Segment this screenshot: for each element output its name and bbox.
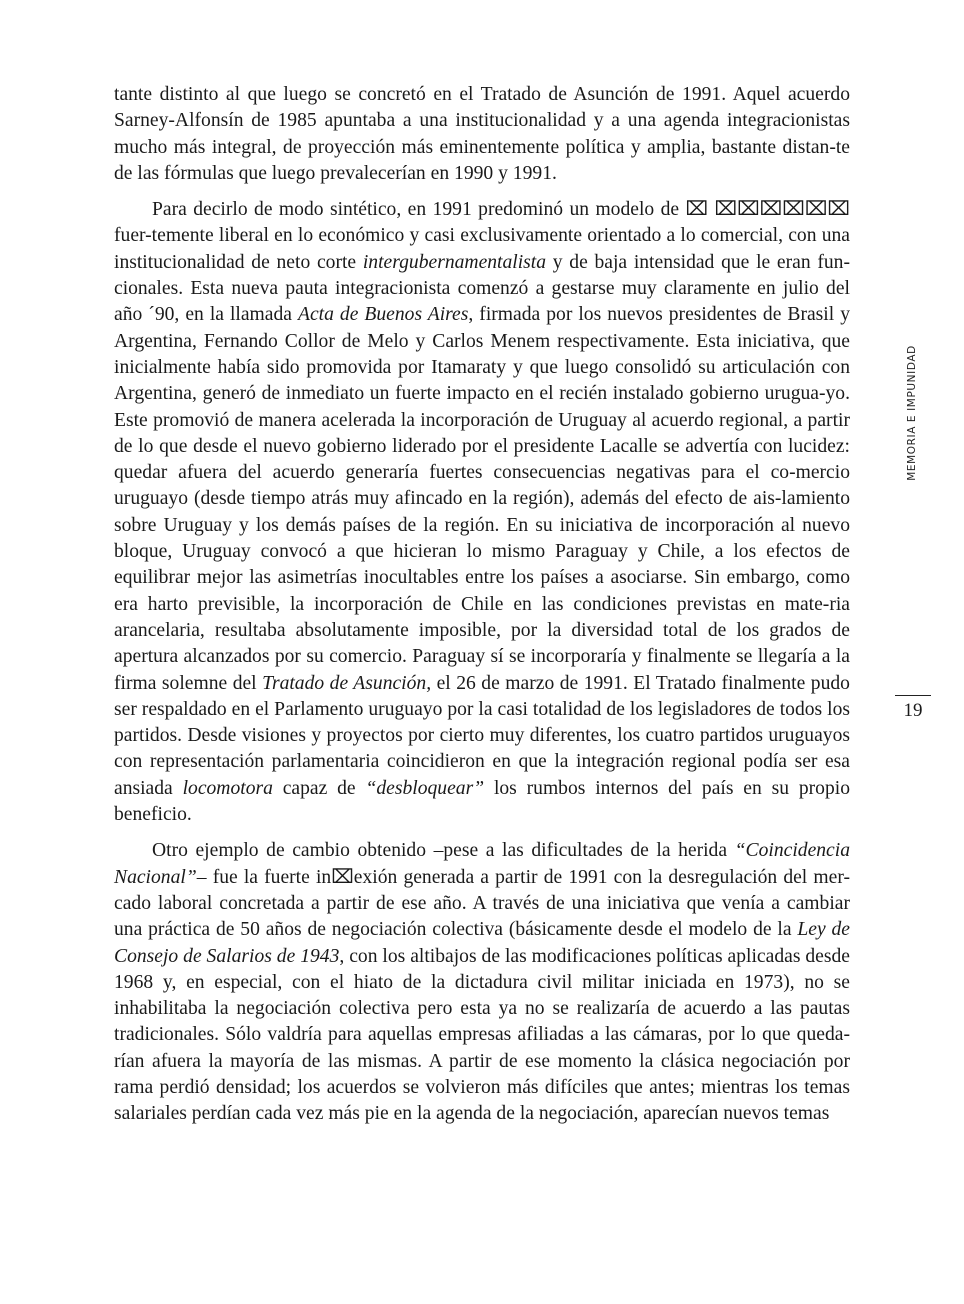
- italic-text: intergubernamentalista: [362, 251, 547, 273]
- text-run: fuer-temente liberal en lo económico y casi exclusivamente orientado a lo comercial, con una institucionalidad de neto corte: [114, 225, 850, 273]
- text-run: tante distinto al que luego se concretó en el Tratado de Asunción de 1991. Aquel acuerdo Sarney-Alfonsín de 1985 apuntaba a una institucionalidad y a una agenda integracionistas mucho más integral, de proyección más eminentemente política y amplia, bastante distan-te de las fórmulas que luego prevalecerían en 1990 y 1991.: [114, 84, 850, 184]
- text-run: el 26 de marzo de 1991. El Tratado finalmente pudo ser respaldado en el Parlamento uruguayo por la casi totalidad de los legisladores de todos los partidos. Desde visiones y proyectos por cierto muy diferentes, los cuatro partidos uruguayos con representación parlamentaria coincidieron en que la integración regional podía ser esa ansiada: [114, 672, 850, 799]
- italic-text: “Coincidencia Nacional”: [114, 840, 850, 888]
- text-run: , con los altibajos de las modificaciones políticas aplicadas desde 1968 y, en especial, con el hiato de la dictadura civil militar iniciada en 1973), no se inhabilitaba la negociación colectiva pero esta ya no se realizaría de acuerdo a las pautas tradicionales. Sólo valdría para aquellas empresas afiliadas a las cámaras, por lo que queda-rían afuera la mayoría de las mismas. A partir de ese momento la clásica negociación por rama perdió densidad; los acuerdos se volvieron más difíciles que antes; mientras los temas salariales perdían cada vez más pie en la agenda de la negociación, aparecían nuevos temas: [114, 945, 850, 1125]
- text-run: los rumbos internos del país en su propio beneficio.: [114, 777, 850, 826]
- paragraph: [114, 197, 850, 828]
- page-number: 19: [903, 700, 923, 721]
- italic-text: Acta de Buenos Aires: [298, 304, 469, 326]
- text-run: y de baja intensidad que le eran fun-cionales. Esta nueva pauta integracionista comenzó a gestarse muy claramente en julio del año ´90, en la llamada: [114, 251, 850, 326]
- body-text: [114, 82, 850, 1138]
- text-run: ⌧ ⌧⌧⌧⌧⌧⌧: [685, 199, 850, 221]
- text-run: , firmada por los nuevos presidentes de Brasil y Argentina, Fernando Collor de Melo y Carlos Menem respectivamente. Esta iniciativa, que inicialmente había sido promovida por Itamaraty y que luego consolidó su articulación con Argentina, generó de inmediato un fuerte impacto en el recién instalado gobierno urugua-yo. Este promovió de manera acelerada la incorporación de Uruguay al acuerdo regional, a partir de lo que desde el nuevo gobierno liderado por el presidente Lacalle se advertía con lucidez: quedar afuera del acuerdo generaría fuertes consecuencias negativas para el co-mercio uruguayo (desde tiempo atrás muy afincado en la región), además del efecto de ais-lamiento sobre Uruguay y los demás países de la región. En su iniciativa de incorporación al nuevo bloque, Uruguay convocó a que hicieran lo mismo Paraguay y Chile, a los efectos de equilibrar mejor las asimetrías inocultables entre los países a asociarse. Sin embargo, como era harto previsible, la incorporación de Chile en las condiciones previstas en mate-ria arancelaria, resultaba absolutamente imposible, por la diversidad total de los grados de apertura alcanzados por su comercio. Paraguay sí se incorporaría y finalmente se llegaría a la firma solemne del: [114, 304, 850, 694]
- page-number-rule: [895, 695, 931, 696]
- italic-text: Tratado de Asunción,: [262, 672, 432, 694]
- text-run: capaz de: [272, 777, 366, 799]
- running-head-text: MEMORIA E IMPUNIDAD: [906, 345, 918, 481]
- text-run: – fue la fuerte in⌧exión generada a partir de 1991 con la desregulación del mer-cado laboral concretada a partir de ese año. A través de una iniciativa que venía a cambiar una práctica de 50 años de negociación colectiva (básicamente desde el modelo de la: [114, 866, 850, 941]
- running-head: [862, 338, 962, 488]
- paragraph: [114, 82, 850, 187]
- text-run: Otro ejemplo de cambio obtenido –pese a las dificultades de la herida: [152, 840, 735, 862]
- italic-text: “desbloquear”: [365, 777, 485, 799]
- italic-text: locomotora: [182, 777, 273, 799]
- paragraph: [114, 838, 850, 1127]
- text-run: Para decirlo de modo sintético, en 1991 predominó un modelo de: [152, 199, 686, 221]
- italic-text: Ley de Consejo de Salarios de 1943: [114, 919, 850, 967]
